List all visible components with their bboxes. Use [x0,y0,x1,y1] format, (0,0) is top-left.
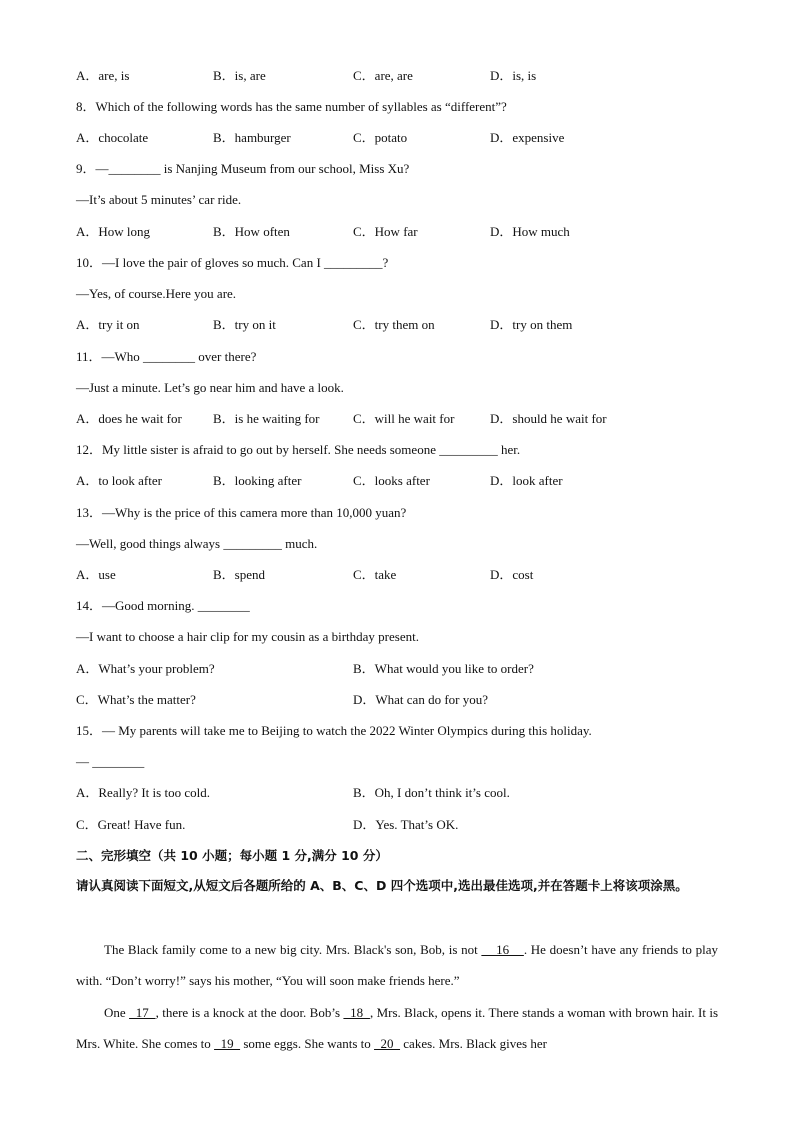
blank-17: 17 [129,1005,156,1020]
q13-option-a[interactable]: A．use [76,567,116,582]
cloze-text: cakes. Mrs. Black gives her [400,1036,547,1052]
section-instruction: 请认真阅读下面短文,从短文后各题所给的 A、B、C、D 四个选项中,选出最佳选项,并在答题卡上将该项涂黑。 [76,878,688,893]
q13-stem: 13．—Why is the price of this camera more than 10,000 yuan? [76,505,407,520]
q11-reply: —Just a minute. Let’s go near him and have a look. [76,380,344,395]
q8-stem: 8．Which of the following words has the same number of syllables as “different”? [76,99,507,114]
cloze-text: One [104,1005,130,1020]
q11-option-a[interactable]: A．does he wait for [76,411,182,426]
q10-option-c[interactable]: C．try them on [353,317,435,332]
q8-option-c[interactable]: C．potato [353,130,408,145]
blank-20: 20 [374,1036,401,1052]
cloze-text: , there is a knock at the door. Bob’s [155,1005,344,1020]
q14-option-b[interactable]: B．What would you like to order? [353,661,534,676]
q8-option-b[interactable]: B．hamburger [213,130,291,145]
q10-options [76,315,720,335]
q15-stem: 15．— My parents will take me to Beijing to watch the 2022 Winter Olympics during this holiday. [76,723,592,738]
q9-option-d[interactable]: D．How much [490,224,570,239]
q10-option-a[interactable]: A．try it on [76,317,140,332]
q7-options [76,66,720,86]
q14-options-row1 [76,659,720,679]
q7-option-d[interactable]: D．is, is [490,68,537,83]
q12-option-b[interactable]: B．looking after [213,473,302,488]
blank-16: 16 [481,942,524,957]
q11-option-c[interactable]: C．will he wait for [353,411,455,426]
q12-option-a[interactable]: A．to look after [76,473,162,488]
q10-option-b[interactable]: B．try on it [213,317,276,332]
q11-stem: 11．—Who ________ over there? [76,349,257,364]
q9-option-b[interactable]: B．How often [213,224,290,239]
q14-stem: 14．—Good morning. ________ [76,598,250,613]
cloze-paragraph-1 [76,934,718,996]
cloze-text: . He doesn’t have any friends to play with. “Don’t worry!” says his mother, “You will soon make friends here.” [76,942,718,989]
blank-19: 19 [214,1036,241,1052]
q10-reply: —Yes, of course.Here you are. [76,286,237,301]
q9-options [76,222,720,242]
q14-option-a[interactable]: A．What’s your problem? [76,661,215,676]
q15-option-c[interactable]: C．Great! Have fun. [76,817,186,832]
q7-option-a[interactable]: A．are, is [76,68,130,83]
q8-options [76,128,720,148]
cloze-text: The Black family come to a new big city. Mrs. Black's son, Bob, is not [104,942,482,957]
blank-18: 18 [343,1005,370,1020]
q12-option-c[interactable]: C．looks after [353,473,430,488]
q10-stem: 10．—I love the pair of gloves so much. Can I _________? [76,255,389,270]
q14-reply: —I want to choose a hair clip for my cousin as a birthday present. [76,629,419,644]
q13-option-d[interactable]: D．cost [490,567,534,582]
q9-option-a[interactable]: A．How long [76,224,151,239]
q14-options-row2 [76,690,720,710]
q8-option-d[interactable]: D．expensive [490,130,565,145]
q15-reply: — ________ [76,754,145,769]
q15-options-row1 [76,783,720,803]
cloze-paragraph-2 [76,997,718,1059]
q7-option-c[interactable]: C．are, are [353,68,413,83]
q13-options [76,565,720,585]
section-heading: 二、完形填空（共 10 小题；每小题 1 分,满分 10 分） [76,848,388,863]
q15-option-d[interactable]: D．Yes. That’s OK. [353,817,459,832]
q15-option-a[interactable]: A．Really? It is too cold. [76,785,210,800]
q12-option-d[interactable]: D．look after [490,473,563,488]
q11-option-b[interactable]: B．is he waiting for [213,411,320,426]
q13-option-b[interactable]: B．spend [213,567,266,582]
q11-options [76,409,720,429]
q9-reply: —It’s about 5 minutes’ car ride. [76,192,242,207]
q13-option-c[interactable]: C．take [353,567,397,582]
q13-reply: —Well, good things always _________ much. [76,536,318,551]
q15-option-b[interactable]: B．Oh, I don’t think it’s cool. [353,785,510,800]
q11-option-d[interactable]: D．should he wait for [490,411,607,426]
q9-option-c[interactable]: C．How far [353,224,418,239]
q14-option-d[interactable]: D．What can do for you? [353,692,489,707]
q8-option-a[interactable]: A．chocolate [76,130,149,145]
q12-stem: 12．My little sister is afraid to go out by herself. She needs someone _________ her. [76,442,521,457]
q9-stem: 9．—________ is Nanjing Museum from our school, Miss Xu? [76,161,410,176]
q10-option-d[interactable]: D．try on them [490,317,573,332]
q15-options-row2 [76,815,720,835]
q12-options [76,471,720,491]
q7-option-b[interactable]: B．is, are [213,68,266,83]
cloze-text: some eggs. She wants to [240,1036,375,1052]
cloze-text: , Mrs. Black, opens it. There stands a woman with brown hair. It is Mrs. White. She comes to [76,1005,719,1052]
q14-option-c[interactable]: C．What’s the matter? [76,692,196,707]
